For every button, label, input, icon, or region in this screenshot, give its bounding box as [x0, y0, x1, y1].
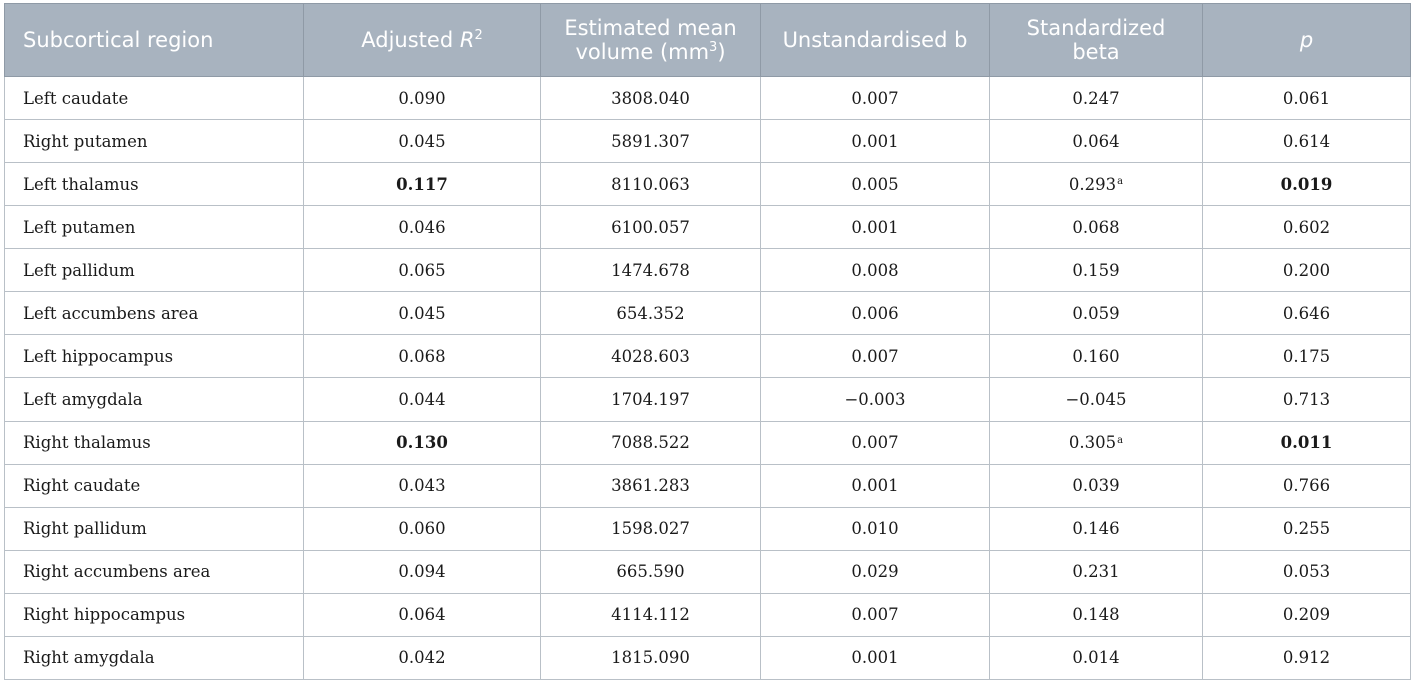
header-row [5, 4, 1411, 77]
cell-standardized-beta: 0.068 [990, 206, 1203, 249]
table-row [5, 335, 1411, 378]
cell-unstandardised-b: 0.001 [761, 636, 990, 679]
table-row [5, 163, 1411, 206]
cell-region: Right thalamus [5, 421, 304, 464]
cell-p-value: 0.646 [1203, 292, 1411, 335]
table-row [5, 421, 1411, 464]
cell-p-value: 0.255 [1203, 507, 1411, 550]
cell-unstandardised-b: 0.001 [761, 464, 990, 507]
cell-estimated-volume: 4114.112 [541, 593, 761, 636]
cell-unstandardised-b: 0.007 [761, 421, 990, 464]
cell-p-value: 0.912 [1203, 636, 1411, 679]
cell-adjusted-r2: 0.045 [304, 120, 541, 163]
cell-estimated-volume: 654.352 [541, 292, 761, 335]
regression-results-table [4, 3, 1411, 680]
footnote-marker: a [1117, 434, 1124, 446]
cell-estimated-volume: 6100.057 [541, 206, 761, 249]
cell-unstandardised-b: 0.007 [761, 77, 990, 120]
cell-p-value: 0.713 [1203, 378, 1411, 421]
cell-region: Left putamen [5, 206, 304, 249]
cell-unstandardised-b: 0.006 [761, 292, 990, 335]
cell-adjusted-r2: 0.068 [304, 335, 541, 378]
cell-standardized-beta: 0.305$^a$ [990, 421, 1203, 464]
cell-adjusted-r2: 0.046 [304, 206, 541, 249]
cell-p-value: 0.200 [1203, 249, 1411, 292]
cell-adjusted-r2: 0.043 [304, 464, 541, 507]
cell-adjusted-r2: 0.042 [304, 636, 541, 679]
table-row [5, 378, 1411, 421]
cell-unstandardised-b: −0.003 [761, 378, 990, 421]
cell-unstandardised-b: 0.005 [761, 163, 990, 206]
table-row [5, 593, 1411, 636]
cell-standardized-beta: 0.148 [990, 593, 1203, 636]
table-row [5, 249, 1411, 292]
cell-unstandardised-b: 0.007 [761, 593, 990, 636]
cell-p-value: 0.061 [1203, 77, 1411, 120]
cell-region: Left caudate [5, 77, 304, 120]
header-adjusted-r2: Adjusted $R^2$ [304, 4, 541, 77]
cell-p-value: 0.011 [1203, 421, 1411, 464]
cell-region: Right pallidum [5, 507, 304, 550]
cell-standardized-beta: 0.014 [990, 636, 1203, 679]
cell-unstandardised-b: 0.007 [761, 335, 990, 378]
cell-unstandardised-b: 0.001 [761, 206, 990, 249]
cell-p-value: 0.209 [1203, 593, 1411, 636]
cell-p-value: 0.766 [1203, 464, 1411, 507]
cell-standardized-beta: 0.231 [990, 550, 1203, 593]
cell-standardized-beta: 0.059 [990, 292, 1203, 335]
cell-region: Right accumbens area [5, 550, 304, 593]
table-row [5, 507, 1411, 550]
cell-adjusted-r2: 0.060 [304, 507, 541, 550]
table-row [5, 292, 1411, 335]
header-unstandardised-b: Unstandardised b [761, 4, 990, 77]
cell-unstandardised-b: 0.029 [761, 550, 990, 593]
cell-unstandardised-b: 0.001 [761, 120, 990, 163]
cell-adjusted-r2: 0.065 [304, 249, 541, 292]
cell-estimated-volume: 7088.522 [541, 421, 761, 464]
cell-estimated-volume: 1474.678 [541, 249, 761, 292]
cell-adjusted-r2: 0.094 [304, 550, 541, 593]
cell-estimated-volume: 1815.090 [541, 636, 761, 679]
cell-estimated-volume: 3808.040 [541, 77, 761, 120]
cell-estimated-volume: 4028.603 [541, 335, 761, 378]
cell-standardized-beta: 0.159 [990, 249, 1203, 292]
footnote-marker: a [1117, 176, 1124, 188]
table-row [5, 120, 1411, 163]
cell-standardized-beta: 0.247 [990, 77, 1203, 120]
table-body [5, 77, 1411, 680]
cell-estimated-volume: 665.590 [541, 550, 761, 593]
cell-standardized-beta: 0.160 [990, 335, 1203, 378]
cell-estimated-volume: 3861.283 [541, 464, 761, 507]
cell-estimated-volume: 8110.063 [541, 163, 761, 206]
cell-adjusted-r2: 0.045 [304, 292, 541, 335]
cell-estimated-volume: 1598.027 [541, 507, 761, 550]
cell-p-value: 0.019 [1203, 163, 1411, 206]
cell-adjusted-r2: 0.130 [304, 421, 541, 464]
cell-region: Left accumbens area [5, 292, 304, 335]
cell-region: Right putamen [5, 120, 304, 163]
cell-region: Right hippocampus [5, 593, 304, 636]
cell-adjusted-r2: 0.044 [304, 378, 541, 421]
cell-p-value: 0.614 [1203, 120, 1411, 163]
cell-standardized-beta: 0.293$^a$ [990, 163, 1203, 206]
cell-estimated-volume: 5891.307 [541, 120, 761, 163]
cell-estimated-volume: 1704.197 [541, 378, 761, 421]
table-row [5, 636, 1411, 679]
table-row [5, 464, 1411, 507]
cell-p-value: 0.602 [1203, 206, 1411, 249]
cell-unstandardised-b: 0.010 [761, 507, 990, 550]
header-standardized-beta: Standardized beta [990, 4, 1203, 77]
cell-adjusted-r2: 0.064 [304, 593, 541, 636]
cell-standardized-beta: 0.064 [990, 120, 1203, 163]
cell-p-value: 0.053 [1203, 550, 1411, 593]
cell-region: Left pallidum [5, 249, 304, 292]
table-row [5, 550, 1411, 593]
table-row [5, 206, 1411, 249]
cell-region: Left thalamus [5, 163, 304, 206]
cell-adjusted-r2: 0.090 [304, 77, 541, 120]
table-header [5, 4, 1411, 77]
cell-unstandardised-b: 0.008 [761, 249, 990, 292]
header-p-value: p [1203, 4, 1411, 77]
table-row [5, 77, 1411, 120]
cell-standardized-beta: −0.045 [990, 378, 1203, 421]
cell-adjusted-r2: 0.117 [304, 163, 541, 206]
cell-p-value: 0.175 [1203, 335, 1411, 378]
cell-region: Right caudate [5, 464, 304, 507]
header-subcortical-region: Subcortical region [5, 4, 304, 77]
cell-standardized-beta: 0.146 [990, 507, 1203, 550]
cell-standardized-beta: 0.039 [990, 464, 1203, 507]
header-estimated-mean-volume: Estimated mean volume $(mm^3)$ [541, 4, 761, 77]
cell-region: Right amygdala [5, 636, 304, 679]
cell-region: Left amygdala [5, 378, 304, 421]
cell-region: Left hippocampus [5, 335, 304, 378]
